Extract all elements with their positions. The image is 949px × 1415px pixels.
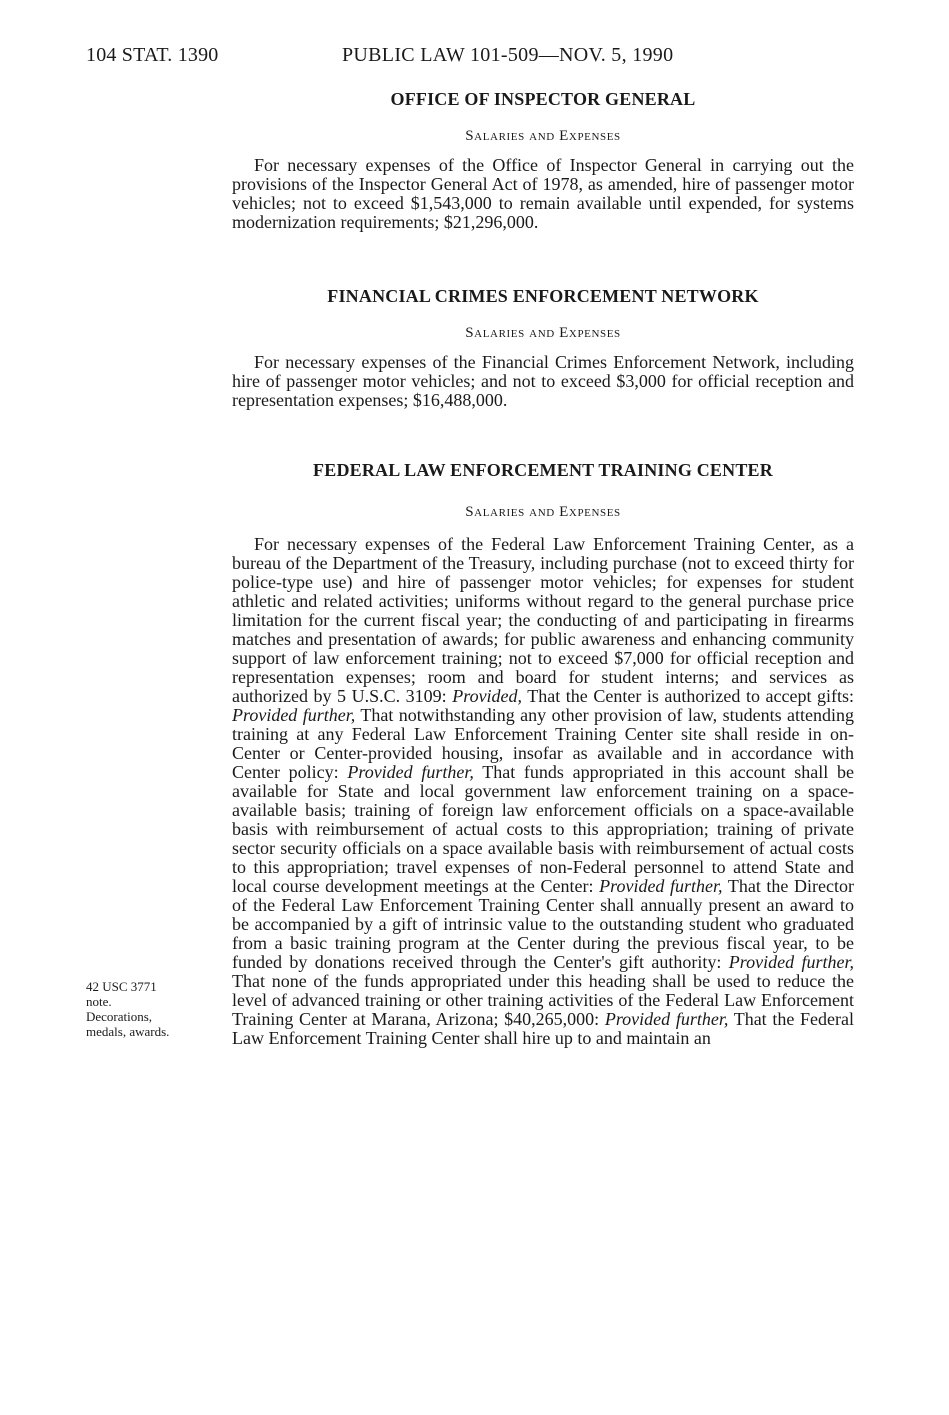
margin-note-topic: medals, awards. bbox=[86, 1024, 170, 1039]
section-subheading: Salaries and Expenses bbox=[465, 504, 621, 520]
section-fletc bbox=[232, 460, 854, 1048]
section-paragraph: For necessary expenses of the Office of Inspector General in carrying out the provisions of the Inspector General Act of 1978, as amended, hire of passenger motor vehicles; not to exceed $1,543,000 to remain available until expended, for systems modernization requirements; $21,296,000. bbox=[232, 155, 854, 232]
section-heading: FINANCIAL CRIMES ENFORCEMENT NETWORK bbox=[327, 286, 759, 306]
section-subheading: Salaries and Expenses bbox=[465, 128, 621, 144]
margin-note-citation: 42 USC 3771 bbox=[86, 979, 157, 994]
section-paragraph: For necessary expenses of the Financial Crimes Enforcement Network, including hire of passenger motor vehicles; and not to exceed $3,000 for official reception and representation expenses; $16,488,000. bbox=[232, 352, 854, 410]
law-citation: PUBLIC LAW 101-509—NOV. 5, 1990 bbox=[342, 44, 674, 66]
section-subheading: Salaries and Expenses bbox=[465, 325, 621, 341]
running-header bbox=[86, 44, 859, 72]
stat-citation: 104 STAT. 1390 bbox=[86, 44, 219, 66]
margin-note bbox=[86, 979, 216, 1039]
margin-note-topic: Decorations, bbox=[86, 1009, 153, 1024]
section-heading: OFFICE OF INSPECTOR GENERAL bbox=[390, 89, 696, 109]
section-fincen bbox=[232, 286, 854, 410]
margin-note-line: note. bbox=[86, 994, 112, 1009]
section-paragraph: For necessary expenses of the Federal Law Enforcement Training Center, as a bureau of the Department of the Treasury, including purchase (not to exceed thirty for police-type use) and hire of passenger motor vehicles; for expenses for student athletic and related activities; uniforms without regard to the general purchase price limitation for the current fiscal year; the conducting of and participating in firearms matches and presentation of awards; for public awareness and enhancing community support of law enforcement training; not to exceed $7,000 for official reception and representation expenses; room and board for student interns; and services as authorized by 5 U.S.C. 3109: Provided, That the Center is authorized to accept gifts: Provided further, That notwithstanding any other provision of law, students attending training at any Federal Law Enforcement Training Center site shall reside in on-Center or Center-provided housing, insofar as available and in accordance with Center policy: Provided further, That funds appropriated in this account shall be available for State and local government law enforcement training on a space-available basis; training of foreign law enforcement officials on a space-available basis with reimbursement of actual costs to this appropriation; training of private sector security officials on a space available basis with reimbursement of actual costs to this appropriation; travel expenses of non-Federal personnel to attend State and local course development meetings at the Center: Provided further, That the Director of the Federal Law Enforcement Training Center shall annually present an award to be accompanied by a gift of intrinsic value to the outstanding student who graduated from a basic training program at the Center during the previous fiscal year, to be funded by donations received through the Center's gift authority: Provided further, That none of the funds appropriated under this heading shall be used to reduce the level of advanced training or other training activities of the Federal Law Enforcement Training Center at Marana, Arizona; $40,265,000: Provided further, That the Federal Law Enforcement Training Center shall hire up to and maintain an bbox=[232, 534, 855, 1048]
section-heading: FEDERAL LAW ENFORCEMENT TRAINING CENTER bbox=[313, 460, 773, 480]
section-inspector-general bbox=[232, 89, 854, 232]
